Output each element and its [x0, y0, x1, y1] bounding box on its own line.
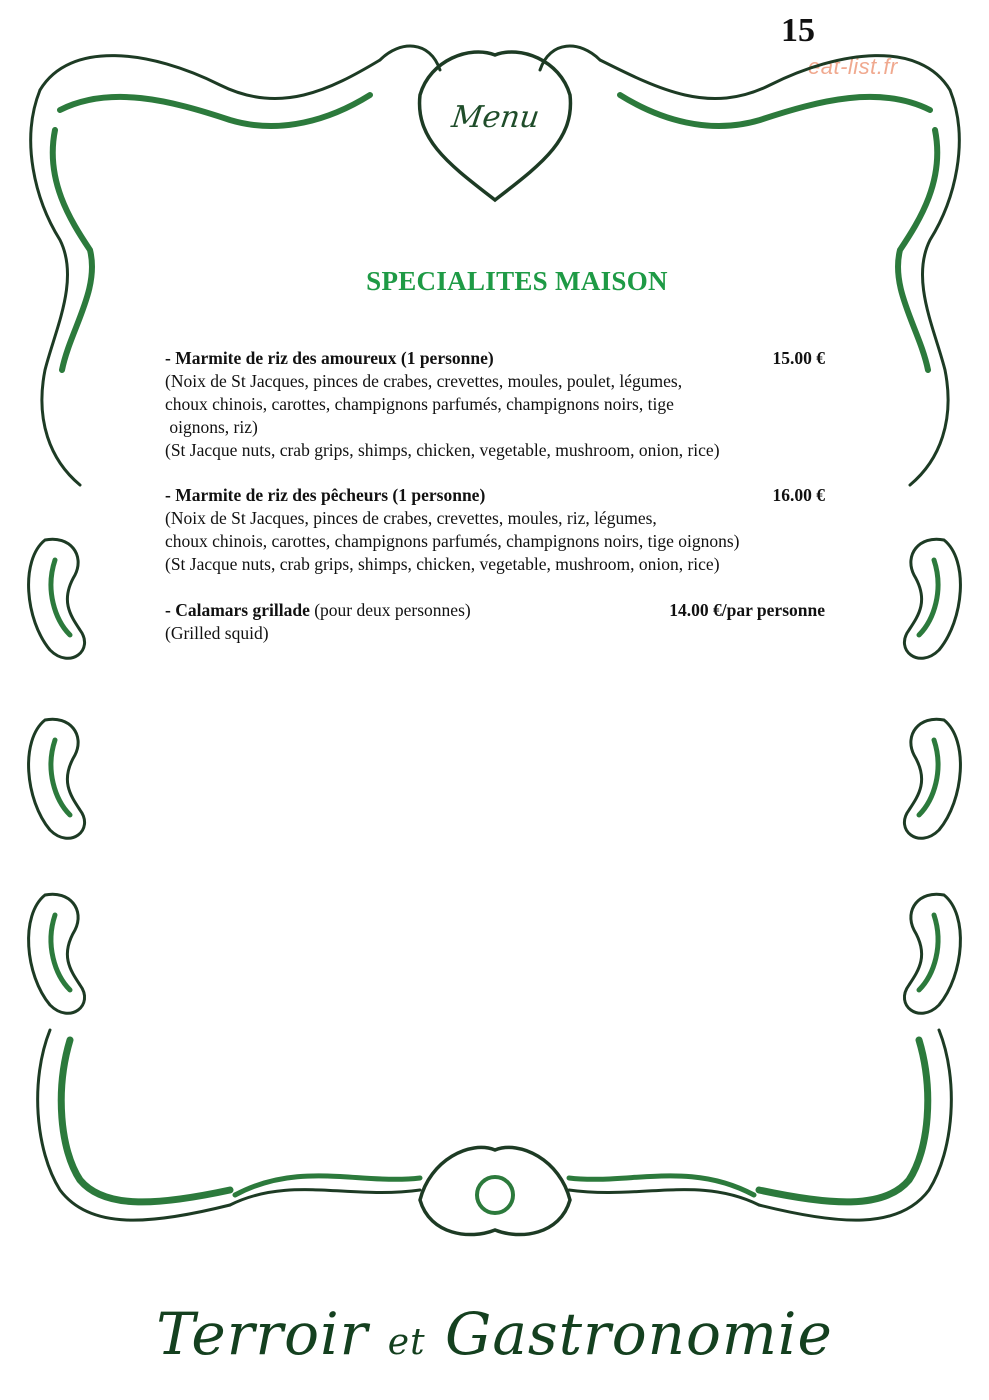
frame-right-scroll-3: [904, 894, 960, 1013]
frame-left-scroll-1: [29, 539, 85, 658]
dish-name: - Marmite de riz des pêcheurs (1 personne): [165, 485, 486, 505]
dish-1: [165, 347, 825, 462]
dish-note: (pour deux personnes): [309, 600, 471, 620]
dish-translation-line: (Grilled squid): [165, 623, 269, 643]
footer-word: Terroir: [156, 1300, 369, 1368]
dish-description-line: (Noix de St Jacques, pinces de crabes, crevettes, moules, riz, légumes,: [165, 508, 657, 528]
frame-left-scroll-3: [29, 894, 85, 1013]
dish-header: [165, 599, 825, 622]
page-number: 15: [781, 12, 815, 49]
footer-title: [0, 1300, 989, 1368]
dish-price: 15.00 €: [772, 348, 825, 368]
frame-right-scroll-2: [904, 719, 960, 838]
frame-bottom-band-left: [230, 1190, 420, 1205]
frame-bottom-band-right: [569, 1190, 759, 1205]
frame-top-right-inner: [620, 95, 930, 126]
footer-word: et: [387, 1322, 426, 1363]
dish-name-wrap: [165, 484, 485, 507]
dish-2: [165, 484, 825, 576]
dish-3: [165, 599, 825, 645]
frame-menu-label: Menu: [449, 100, 542, 135]
dish-name-wrap: [165, 599, 471, 622]
dish-header: [165, 347, 825, 370]
frame-top-left-inner: [60, 95, 370, 126]
dish-description-line: choux chinois, carottes, champignons parfumés, champignons noirs, tige oignons): [165, 531, 740, 551]
dish-description-line: (Noix de St Jacques, pinces de crabes, crevettes, moules, poulet, légumes,: [165, 371, 683, 391]
dish-price: 14.00 €/par personne: [669, 600, 825, 620]
dish-name-wrap: [165, 347, 494, 370]
dish-name: - Marmite de riz des amoureux (1 personne): [165, 348, 494, 368]
dish-translation-line: (St Jacque nuts, crab grips, shimps, chicken, vegetable, mushroom, onion, rice): [165, 440, 720, 460]
frame-top-right-scroll: [600, 56, 950, 99]
dish-price: 16.00 €: [772, 485, 825, 505]
frame-top-left-scroll: [40, 56, 380, 99]
section-title: SPECIALITES MAISON: [366, 266, 668, 296]
dish-translation-line: (St Jacque nuts, crab grips, shimps, chicken, vegetable, mushroom, onion, rice): [165, 554, 720, 574]
dish-description-line: choux chinois, carottes, champignons parfumés, champignons noirs, tige: [165, 394, 674, 414]
frame-right-scroll-1: [904, 539, 960, 658]
frame-left-scroll-2: [29, 719, 85, 838]
dish-description-line: oignons, riz): [165, 417, 258, 437]
dish-name: - Calamars grillade: [165, 600, 310, 620]
watermark: eat-list.fr: [808, 54, 898, 79]
dish-header: [165, 484, 825, 507]
frame-bottom-centerpiece: [420, 1147, 570, 1234]
footer-word: Gastronomie: [445, 1300, 833, 1368]
